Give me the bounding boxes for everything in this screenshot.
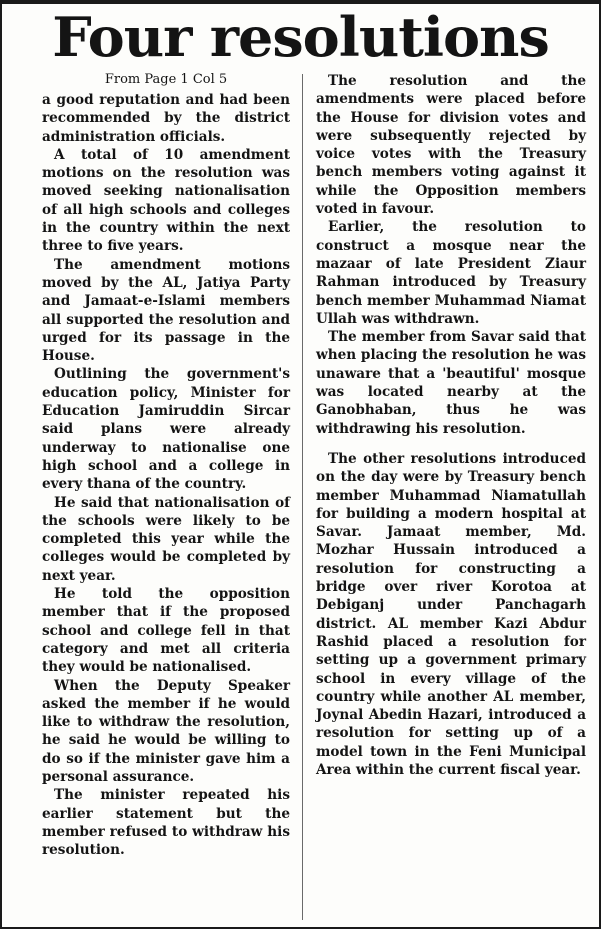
paragraph: The minister repeated his earlier statement but the member refused to withdraw his resolution.: [42, 787, 290, 859]
top-rule: [2, 0, 599, 4]
column-divider: [302, 74, 303, 920]
right-column: [316, 72, 586, 779]
paragraph: The other resolutions introduced on the day were by Treasury bench member Muhammad Niamatullah for building a modern hospital at Savar. Jamaat member, Md. Mozhar Hussain introduced a resolution for constructing a bridge over river Korotoa at Debiganj under Panchagarh district. AL member Kazi Abdur Rashid placed a resolution for setting up a government primary school in every village of the country while another AL member, Joynal Abedin Hazari, introduced a resolution for setting up of a model town in the Feni Municipal Area within the current fiscal year.: [316, 450, 586, 778]
paragraph: The resolution and the amendments were placed before the House for division votes and were subsequently rejected by voice votes with the Treasury bench members voting against it while the Opposition members voted in favour.: [316, 73, 586, 218]
paragraph: A total of 10 amendment motions on the resolution was moved seeking nationalisation of all high schools and colleges in the country within the next three to five years.: [42, 146, 290, 255]
paragraph: Outlining the government's education policy, Minister for Education Jamiruddin Sircar said plans were already underway to nationalise one high school and a college in every thana of the country.: [42, 366, 290, 493]
jump-line: From Page 1 Col 5: [104, 72, 228, 87]
paragraph: When the Deputy Speaker asked the member if he would like to withdraw the resolution, he said he would be willing to do so if the minister gave him a personal assurance.: [42, 677, 290, 785]
paragraph: The member from Savar said that when placing the resolution he was unaware that a 'beautiful' mosque was located nearby at the Ganobhaban, thus he was withdrawing his resolution.: [316, 329, 586, 437]
paragraph: The amendment motions moved by the AL, Jatiya Party and Jamaat-e-Islami members all supported the resolution and urged for its passage in the House.: [42, 256, 290, 365]
headline: Four resolutions: [52, 5, 549, 69]
paragraph: Earlier, the resolution to construct a mosque near the mazaar of late President Ziaur Rahman introduced by Treasury bench member Muhammad Niamat Ullah was withdrawn.: [316, 219, 586, 327]
paragraph: a good reputation and had been recommended by the district administration officials.: [42, 92, 290, 145]
paragraph: He told the opposition member that if the proposed school and college fell in that category and met all criteria they would be nationalised.: [42, 586, 290, 676]
paragraph: He said that nationalisation of the schools were likely to be completed this year while the colleges would be completed by next year.: [42, 494, 290, 584]
left-column: [42, 72, 290, 859]
